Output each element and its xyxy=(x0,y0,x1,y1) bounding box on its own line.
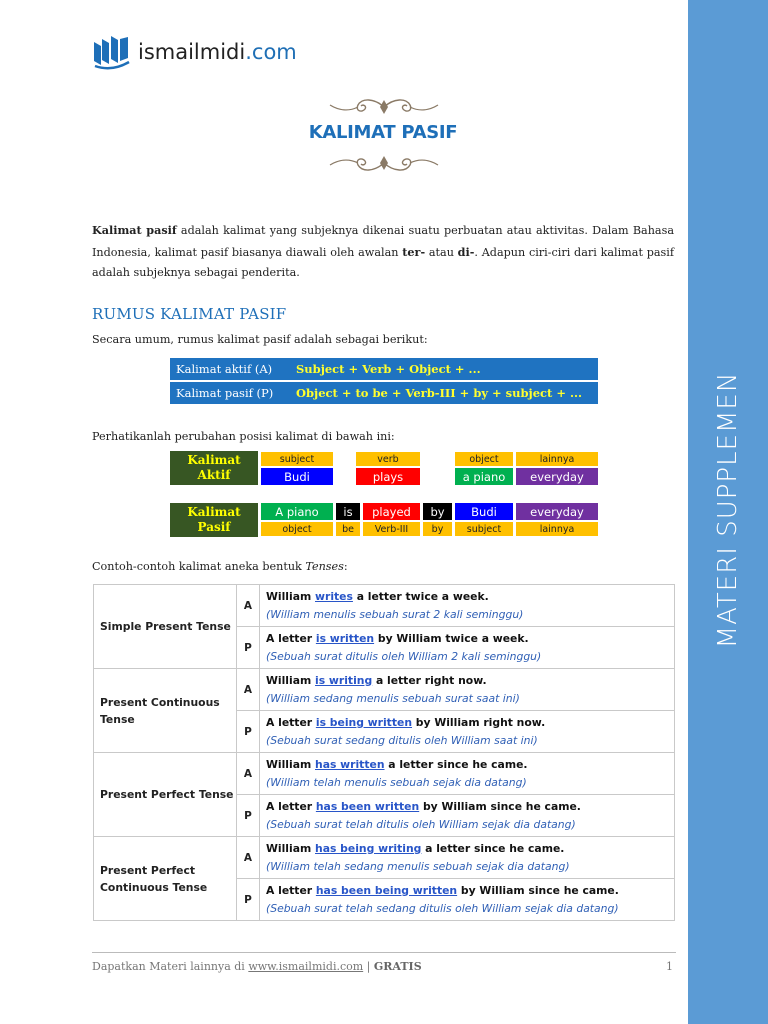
aktif-role-object: object xyxy=(455,452,513,466)
formula-row-pasif xyxy=(170,382,598,404)
sentence-active: William is writing a letter right now. (William sedang menulis sebuah surat saat ini) xyxy=(260,669,675,711)
aktif-header xyxy=(170,451,258,485)
sentence-passive: A letter is being written by William right now. (Sebuah surat sedang ditulis oleh William saat ini) xyxy=(260,711,675,753)
sentence-passive: A letter has been being written by William since he came. (Sebuah surat telah sedang ditulis oleh William sejak dia datang) xyxy=(260,879,675,921)
tense-name: Present Perfect Continuous Tense xyxy=(94,837,237,921)
table-row xyxy=(94,837,675,879)
verb-highlight: writes xyxy=(315,589,353,603)
translation: (Sebuah surat telah ditulis oleh William sejak dia datang) xyxy=(266,817,576,831)
intro-text-2: atau xyxy=(425,245,458,259)
pasif-role-verb3: Verb-III xyxy=(363,522,420,536)
contoh-text xyxy=(92,560,348,573)
perhatikan-text: Perhatikanlah perubahan posisi kalimat di bawah ini: xyxy=(92,430,395,443)
label-a: A xyxy=(237,753,260,795)
formula-text: Object + to be + Verb-III + by + subject + ... xyxy=(290,382,598,404)
translation: (William sedang menulis sebuah surat saat ini) xyxy=(266,691,520,705)
tense-name: Present Perfect Tense xyxy=(94,753,237,837)
sentence-active: William has written a letter since he came. (William telah menulis sebuah sejak dia datang) xyxy=(260,753,675,795)
sentence-active: William writes a letter twice a week. (William menulis sebuah surat 2 kali seminggu) xyxy=(260,585,675,627)
pasif-role-lainnya: lainnya xyxy=(516,522,598,536)
section-heading: RUMUS KALIMAT PASIF xyxy=(92,305,287,323)
tense-name: Present Continuous Tense xyxy=(94,669,237,753)
label-p: P xyxy=(237,879,260,921)
aktif-role-verb: verb xyxy=(356,452,420,466)
tense-name: Simple Present Tense xyxy=(94,585,237,669)
intro-text-3: . Adapun ciri-ciri dari kalimat pasif adalah subjeknya sebagai penderita. xyxy=(92,245,675,279)
translation: (William telah menulis sebuah sejak dia datang) xyxy=(266,775,527,789)
aktif-role-subject: subject xyxy=(261,452,333,466)
contoh-pre: Contoh-contoh kalimat aneka bentuk xyxy=(92,560,306,573)
pasif-word-budi: Budi xyxy=(455,503,513,520)
aktif-word-everyday: everyday xyxy=(516,468,598,485)
verb-highlight: has been being written xyxy=(315,883,458,897)
translation: (Sebuah surat ditulis oleh William 2 kali seminggu) xyxy=(266,649,542,663)
translation: (William telah sedang menulis sebuah sejak dia datang) xyxy=(266,859,570,873)
sentence-active: William has being writing a letter since he came. (William telah sedang menulis sebuah sejak dia datang) xyxy=(260,837,675,879)
pasif-header-1: Kalimat xyxy=(187,505,241,519)
contoh-post: : xyxy=(343,560,348,573)
footer-divider xyxy=(92,952,676,953)
pasif-role-by: by xyxy=(423,522,452,536)
sentence-passive: A letter is written by William twice a week. (Sebuah surat ditulis oleh William 2 kali seminggu) xyxy=(260,627,675,669)
formula-label: Kalimat aktif (A) xyxy=(170,358,290,380)
label-p: P xyxy=(237,627,260,669)
ornament-top-icon xyxy=(328,96,440,118)
formula-row-aktif xyxy=(170,358,598,380)
aktif-header-1: Kalimat xyxy=(187,453,241,467)
intro-text-1: adalah kalimat yang subjeknya dikenai suatu perbuatan atau aktivitas. Dalam Bahasa Indonesia, kalimat pasif biasanya diawali oleh awalan xyxy=(92,224,674,259)
verb-highlight: is written xyxy=(315,631,375,645)
label-a: A xyxy=(237,585,260,627)
translation: (Sebuah surat telah sedang ditulis oleh William sejak dia datang) xyxy=(266,901,619,915)
footer-pre: Dapatkan Materi lainnya di xyxy=(92,960,249,973)
pasif-role-subject: subject xyxy=(455,522,513,536)
aktif-header-2: Aktif xyxy=(197,468,231,482)
pasif-word-played: played xyxy=(363,503,420,520)
table-row xyxy=(94,753,675,795)
table-row xyxy=(94,669,675,711)
pasif-header-2: Pasif xyxy=(197,520,231,534)
aktif-word-piano: a piano xyxy=(455,468,513,485)
contoh-em: Tenses xyxy=(305,560,344,573)
aktif-role-lainnya: lainnya xyxy=(516,452,598,466)
site-logo[interactable] xyxy=(92,34,297,70)
pasif-word-piano: A piano xyxy=(261,503,333,520)
rumus-intro: Secara umum, rumus kalimat pasif adalah sebagai berikut: xyxy=(92,333,428,346)
verb-highlight: has been written xyxy=(315,799,420,813)
pasif-role-be: be xyxy=(336,522,360,536)
aktif-word-budi: Budi xyxy=(261,468,333,485)
logo-name: ismailmidi xyxy=(138,40,246,64)
pasif-word-is: is xyxy=(336,503,360,520)
formula-text: Subject + Verb + Object + ... xyxy=(290,358,598,380)
sentence-passive: A letter has been written by William since he came. (Sebuah surat telah ditulis oleh William sejak dia datang) xyxy=(260,795,675,837)
footer xyxy=(92,960,422,973)
verb-highlight: is writing xyxy=(315,673,373,687)
pasif-word-by: by xyxy=(423,503,452,520)
page-number: 1 xyxy=(666,960,673,973)
footer-gratis: GRATIS xyxy=(373,960,422,973)
pasif-header xyxy=(170,503,258,537)
verb-highlight: has written xyxy=(315,757,385,771)
table-row xyxy=(94,585,675,627)
intro-ter: ter- xyxy=(402,244,426,259)
label-p: P xyxy=(237,711,260,753)
intro-term: Kalimat pasif xyxy=(92,223,177,237)
aktif-word-plays: plays xyxy=(356,468,420,485)
footer-sep: | xyxy=(363,960,374,973)
book-logo-icon xyxy=(92,34,132,70)
verb-highlight: is being written xyxy=(315,715,413,729)
label-a: A xyxy=(237,669,260,711)
intro-di: di- xyxy=(457,244,475,259)
footer-link[interactable]: www.ismailmidi.com xyxy=(248,960,364,973)
label-a: A xyxy=(237,837,260,879)
tenses-table xyxy=(93,584,675,921)
translation: (William menulis sebuah surat 2 kali seminggu) xyxy=(266,607,524,621)
formula-label: Kalimat pasif (P) xyxy=(170,382,290,404)
translation: (Sebuah surat sedang ditulis oleh William saat ini) xyxy=(266,733,538,747)
formula-table xyxy=(170,356,598,406)
intro-paragraph xyxy=(92,220,674,284)
logo-domain: .com xyxy=(245,40,297,64)
ornament-bottom-icon xyxy=(328,152,440,174)
sidebar-label: MATERI SUPPLEMEN xyxy=(713,371,743,649)
label-p: P xyxy=(237,795,260,837)
pasif-role-object: object xyxy=(261,522,333,536)
verb-highlight: has being writing xyxy=(315,841,422,855)
pasif-word-everyday: everyday xyxy=(516,503,598,520)
page-title: KALIMAT PASIF xyxy=(308,122,458,143)
